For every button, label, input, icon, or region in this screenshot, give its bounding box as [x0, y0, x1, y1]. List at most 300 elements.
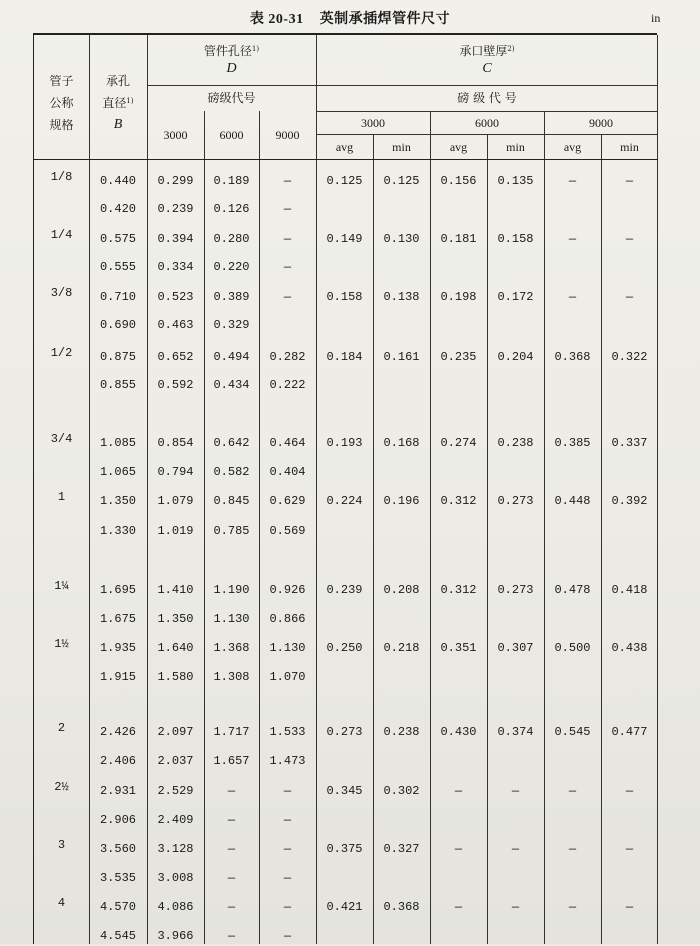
c-class-9000: 9000 — [589, 116, 613, 130]
d-6000-cell: 1.657 — [213, 754, 250, 768]
c-3000-min-cell: 0.130 — [383, 232, 420, 246]
c-3000-avg-cell — [316, 521, 373, 541]
table-row — [34, 609, 658, 629]
c-9000-avg-cell — [544, 667, 601, 687]
bore-header-line — [89, 92, 147, 114]
c-6000-min-cell — [487, 609, 544, 629]
size-cell: 3 — [57, 838, 66, 852]
d-9000-cell: 0.569 — [269, 524, 306, 538]
table-row — [34, 722, 658, 742]
c-6000-avg-cell: 0.312 — [440, 583, 477, 597]
c-class-3000: 3000 — [361, 116, 385, 130]
d-6000-cell: 0.220 — [213, 260, 250, 274]
c-6000-avg-cell — [430, 751, 487, 771]
d-6000-cell: 1.308 — [213, 670, 250, 684]
c-3000-avg-cell: 0.421 — [326, 900, 363, 914]
d-6000-cell: 1.190 — [213, 583, 250, 597]
d-3000-cell: 2.037 — [157, 754, 194, 768]
bore-b-cell: 0.855 — [99, 378, 136, 392]
size-cell — [34, 663, 89, 683]
c-avg-header: avg — [449, 140, 468, 154]
c-9000-avg-cell: — — [568, 232, 577, 246]
size-cell: 1¼ — [54, 579, 69, 593]
group-c-symbol: C — [482, 61, 492, 76]
c-9000-avg-cell — [544, 257, 601, 277]
c-9000-min-cell: 0.438 — [611, 641, 648, 655]
group-c-header — [316, 42, 658, 78]
c-9000-min-cell: — — [625, 842, 634, 856]
c-avg-header: avg — [335, 140, 354, 154]
size-cell: 2½ — [54, 780, 69, 794]
d-3000-cell: 0.394 — [157, 232, 194, 246]
c-6000-min-cell: 0.172 — [497, 290, 534, 304]
d-9000-cell: 1.533 — [269, 725, 306, 739]
c-9000-min-cell — [601, 257, 658, 277]
c-min-header: min — [506, 140, 525, 154]
d-3000-cell: 3.966 — [157, 929, 194, 943]
c-3000-min-cell — [373, 315, 430, 335]
c-9000-avg-cell — [544, 609, 601, 629]
table-row — [34, 462, 658, 482]
c-3000-min-cell: 0.138 — [383, 290, 420, 304]
d-3000-cell: 1.640 — [157, 641, 194, 655]
size-cell: 4 — [57, 896, 66, 910]
d-9000-cell: 0.866 — [269, 612, 306, 626]
c-6000-avg-cell: 0.156 — [440, 174, 477, 188]
c-3000-min-cell — [373, 257, 430, 277]
d-3000-cell: 0.652 — [157, 350, 194, 364]
c-3000-avg-cell: 0.375 — [326, 842, 363, 856]
c-3000-avg-cell — [316, 868, 373, 888]
c-3000-min-cell: 0.208 — [383, 583, 420, 597]
size-cell: 1/4 — [50, 228, 73, 242]
c-9000-avg-cell: — — [568, 784, 577, 798]
d-9000-cell: — — [283, 929, 292, 943]
d-6000-cell: 1.717 — [213, 725, 250, 739]
c-9000-avg-cell: 0.448 — [554, 494, 591, 508]
table-row — [34, 897, 658, 917]
c-9000-avg-cell: 0.368 — [554, 350, 591, 364]
d-3000-cell: 1.019 — [157, 524, 194, 538]
d-3000-cell: 1.079 — [157, 494, 194, 508]
size-cell: 1/8 — [50, 170, 73, 184]
d-9000-cell: 0.282 — [269, 350, 306, 364]
c-6000-min-cell: 0.374 — [497, 725, 534, 739]
c-9000-avg-cell: — — [568, 290, 577, 304]
c-3000-avg-cell: 0.250 — [326, 641, 363, 655]
d-6000-cell: 1.368 — [213, 641, 250, 655]
c-6000-min-cell: 0.273 — [497, 494, 534, 508]
c-6000-min-cell: — — [511, 784, 520, 798]
group-d-header — [147, 42, 316, 78]
c-3000-avg-cell: 0.149 — [326, 232, 363, 246]
d-6000-cell: 1.130 — [213, 612, 250, 626]
table-name: 英制承插焊管件尺寸 — [319, 11, 451, 27]
table-row — [34, 287, 658, 307]
c-6000-avg-cell — [430, 609, 487, 629]
bore-header-line: 承孔 — [105, 74, 130, 88]
c-3000-min-cell — [373, 462, 430, 482]
c-3000-min-cell: 0.125 — [383, 174, 420, 188]
c-9000-min-cell — [601, 521, 658, 541]
c-6000-avg-cell — [430, 521, 487, 541]
c-3000-min-cell: 0.196 — [383, 494, 420, 508]
bore-b-cell: 1.330 — [99, 524, 136, 538]
d-3000-cell: 0.239 — [157, 202, 194, 216]
d-6000-cell: 0.582 — [213, 465, 250, 479]
d-3000-cell: 2.409 — [157, 813, 194, 827]
header-rule — [147, 85, 658, 86]
d-3000-cell: 3.128 — [157, 842, 194, 856]
c-9000-avg-cell — [544, 751, 601, 771]
bore-b-cell: 1.935 — [99, 641, 136, 655]
size-cell — [34, 253, 89, 273]
d-3000-cell: 0.463 — [157, 318, 194, 332]
c-9000-avg-cell: — — [568, 900, 577, 914]
c-3000-min-cell: 0.238 — [383, 725, 420, 739]
table-row — [34, 521, 658, 541]
c-9000-avg-cell — [544, 375, 601, 395]
c-3000-avg-cell — [316, 199, 373, 219]
size-header — [34, 70, 89, 136]
c-3000-min-cell: 0.168 — [383, 436, 420, 450]
d-6000-cell: — — [227, 871, 236, 885]
c-min-header: min — [620, 140, 639, 154]
size-cell: 3/8 — [50, 286, 73, 300]
bore-b-cell: 4.545 — [99, 929, 136, 943]
group-d-title — [147, 42, 316, 60]
class-label-c: 磅 级 代 号 — [457, 91, 517, 105]
c-3000-avg-cell: 0.184 — [326, 350, 363, 364]
d-3000-cell: 0.592 — [157, 378, 194, 392]
bore-b-cell: 0.575 — [99, 232, 136, 246]
d-3000-cell: 3.008 — [157, 871, 194, 885]
c-3000-avg-cell: 0.158 — [326, 290, 363, 304]
d-6000-cell: 0.845 — [213, 494, 250, 508]
c-6000-min-cell: 0.158 — [497, 232, 534, 246]
group-d-text: 管件孔径 — [203, 44, 252, 58]
bore-b-cell: 1.350 — [99, 494, 136, 508]
c-6000-min-cell: 0.307 — [497, 641, 534, 655]
group-c-title — [316, 42, 658, 60]
c-3000-min-cell — [373, 926, 430, 946]
table-row — [34, 868, 658, 888]
table-row — [34, 781, 658, 801]
bore-b-cell: 1.085 — [99, 436, 136, 450]
table-row — [34, 810, 658, 830]
c-6000-min-cell — [487, 751, 544, 771]
header-rule — [316, 111, 658, 112]
d-9000-cell: — — [283, 174, 292, 188]
bore-b-cell: 2.406 — [99, 754, 136, 768]
c-9000-avg-cell — [544, 315, 601, 335]
c-3000-min-cell: 0.327 — [383, 842, 420, 856]
c-3000-avg-cell — [316, 375, 373, 395]
d-class-3000: 3000 — [163, 128, 188, 142]
d-6000-cell: — — [227, 929, 236, 943]
c-9000-avg-cell — [544, 462, 601, 482]
dimension-table — [33, 33, 657, 944]
bore-b-cell: 3.535 — [99, 871, 136, 885]
c-9000-min-cell: — — [625, 232, 634, 246]
d-9000-cell: — — [283, 784, 292, 798]
c-3000-min-cell: 0.218 — [383, 641, 420, 655]
d-9000-cell — [259, 315, 316, 335]
c-9000-min-cell: — — [625, 784, 634, 798]
c-6000-min-cell — [487, 315, 544, 335]
size-cell: 2 — [57, 721, 66, 735]
c-9000-min-cell: 0.477 — [611, 725, 648, 739]
d-3000-cell: 4.086 — [157, 900, 194, 914]
c-9000-avg-cell: 0.385 — [554, 436, 591, 450]
d-9000-cell: 1.070 — [269, 670, 306, 684]
d-9000-cell: 0.222 — [269, 378, 306, 392]
d-6000-cell: 0.389 — [213, 290, 250, 304]
bore-b-cell: 2.906 — [99, 813, 136, 827]
unit-label: in — [651, 11, 661, 25]
d-9000-cell: 0.926 — [269, 583, 306, 597]
c-3000-avg-cell — [316, 810, 373, 830]
table-row — [34, 433, 658, 453]
d-class-6000: 6000 — [219, 128, 244, 142]
d-3000-cell: 0.523 — [157, 290, 194, 304]
c-9000-min-cell — [601, 315, 658, 335]
d-9000-cell: — — [283, 871, 292, 885]
class-label-d: 磅级代号 — [207, 91, 256, 105]
size-cell — [34, 371, 89, 391]
bore-b-cell: 1.695 — [99, 583, 136, 597]
table-row — [34, 638, 658, 658]
c-9000-avg-cell — [544, 926, 601, 946]
size-cell: 3/4 — [50, 432, 73, 446]
c-9000-avg-cell — [544, 810, 601, 830]
c-3000-avg-cell: 0.345 — [326, 784, 363, 798]
c-9000-min-cell — [601, 751, 658, 771]
bore-b-cell: 3.560 — [99, 842, 136, 856]
c-6000-avg-cell — [430, 257, 487, 277]
c-6000-avg-cell: 0.351 — [440, 641, 477, 655]
c-3000-avg-cell: 0.125 — [326, 174, 363, 188]
size-cell — [34, 864, 89, 884]
c-6000-avg-cell: 0.274 — [440, 436, 477, 450]
bore-b-cell: 2.931 — [99, 784, 136, 798]
d-6000-cell: 0.126 — [213, 202, 250, 216]
c-3000-min-cell — [373, 667, 430, 687]
size-cell — [34, 517, 89, 537]
c-6000-min-cell — [487, 810, 544, 830]
d-6000-cell: 0.642 — [213, 436, 250, 450]
d-6000-cell: — — [227, 900, 236, 914]
c-6000-avg-cell — [430, 375, 487, 395]
c-3000-min-cell — [373, 199, 430, 219]
bore-b-cell: 1.675 — [99, 612, 136, 626]
d-3000-cell: 0.299 — [157, 174, 194, 188]
c-9000-min-cell: 0.322 — [611, 350, 648, 364]
d-6000-cell: 0.189 — [213, 174, 250, 188]
table-row — [34, 375, 658, 395]
size-cell: 1 — [57, 490, 66, 504]
c-6000-avg-cell: 0.235 — [440, 350, 477, 364]
c-6000-avg-cell: — — [454, 784, 463, 798]
c-6000-avg-cell: 0.198 — [440, 290, 477, 304]
c-6000-avg-cell: 0.181 — [440, 232, 477, 246]
size-cell — [34, 311, 89, 331]
table-row — [34, 315, 658, 335]
bore-footnote: 1) — [126, 97, 134, 105]
c-6000-min-cell — [487, 375, 544, 395]
d-3000-cell: 0.334 — [157, 260, 194, 274]
c-6000-avg-cell: 0.312 — [440, 494, 477, 508]
table-row — [34, 347, 658, 367]
c-3000-min-cell — [373, 375, 430, 395]
d-6000-cell: 0.494 — [213, 350, 250, 364]
c-9000-min-cell: 0.337 — [611, 436, 648, 450]
c-6000-avg-cell: — — [454, 900, 463, 914]
group-d-symbol: D — [226, 61, 237, 76]
c-3000-avg-cell — [316, 315, 373, 335]
bore-b-cell: 0.710 — [99, 290, 136, 304]
c-3000-avg-cell — [316, 667, 373, 687]
c-3000-min-cell — [373, 868, 430, 888]
d-9000-cell: 0.404 — [269, 465, 306, 479]
c-9000-min-cell — [601, 199, 658, 219]
d-6000-cell: 0.434 — [213, 378, 250, 392]
c-9000-min-cell — [601, 926, 658, 946]
table-row — [34, 229, 658, 249]
group-c-footnote: 2) — [507, 45, 515, 53]
bore-b-cell: 0.420 — [99, 202, 136, 216]
c-9000-avg-cell: 0.478 — [554, 583, 591, 597]
d-6000-cell: — — [227, 784, 236, 798]
d-9000-cell: — — [283, 202, 292, 216]
c-6000-avg-cell — [430, 199, 487, 219]
c-9000-min-cell — [601, 609, 658, 629]
c-3000-avg-cell — [316, 926, 373, 946]
d-6000-cell: 0.785 — [213, 524, 250, 538]
d-6000-cell: — — [227, 813, 236, 827]
size-header-line: 规格 — [49, 118, 74, 132]
c-9000-avg-cell — [544, 521, 601, 541]
d-9000-cell: — — [283, 290, 292, 304]
d-9000-cell: — — [283, 232, 292, 246]
c-6000-avg-cell — [430, 667, 487, 687]
c-3000-avg-cell — [316, 462, 373, 482]
d-6000-cell: 0.280 — [213, 232, 250, 246]
c-3000-min-cell — [373, 521, 430, 541]
c-9000-min-cell: — — [625, 900, 634, 914]
c-6000-min-cell — [487, 667, 544, 687]
header-rule — [316, 134, 658, 135]
bore-b-cell: 1.065 — [99, 465, 136, 479]
c-3000-avg-cell: 0.273 — [326, 725, 363, 739]
d-9000-cell: 1.130 — [269, 641, 306, 655]
d-3000-cell: 0.854 — [157, 436, 194, 450]
c-9000-min-cell: — — [625, 174, 634, 188]
d-9000-cell: 0.464 — [269, 436, 306, 450]
c-6000-min-cell: 0.135 — [497, 174, 534, 188]
c-3000-min-cell: 0.302 — [383, 784, 420, 798]
c-avg-header: avg — [563, 140, 582, 154]
c-9000-min-cell — [601, 462, 658, 482]
c-6000-avg-cell — [430, 926, 487, 946]
c-6000-avg-cell — [430, 810, 487, 830]
d-9000-cell: 1.473 — [269, 754, 306, 768]
c-3000-min-cell: 0.161 — [383, 350, 420, 364]
bore-b-cell: 0.555 — [99, 260, 136, 274]
table-row — [34, 839, 658, 859]
bore-b-cell: 4.570 — [99, 900, 136, 914]
d-3000-cell: 2.097 — [157, 725, 194, 739]
d-9000-cell: — — [283, 900, 292, 914]
bore-b-cell: 0.875 — [99, 350, 136, 364]
group-c-text: 承口壁厚 — [459, 44, 508, 58]
bore-symbol: B — [113, 117, 123, 132]
table-row — [34, 199, 658, 219]
d-3000-cell: 0.794 — [157, 465, 194, 479]
size-cell: 1½ — [54, 637, 69, 651]
table-title — [0, 8, 700, 28]
c-3000-avg-cell — [316, 751, 373, 771]
d-6000-cell: — — [227, 842, 236, 856]
c-min-header: min — [392, 140, 411, 154]
c-6000-avg-cell — [430, 868, 487, 888]
c-9000-min-cell: — — [625, 290, 634, 304]
bore-b-cell: 1.915 — [99, 670, 136, 684]
bore-b-cell: 0.690 — [99, 318, 136, 332]
c-3000-min-cell — [373, 609, 430, 629]
c-6000-min-cell — [487, 462, 544, 482]
bore-header-text: 直径 — [102, 96, 127, 110]
c-9000-avg-cell: — — [568, 174, 577, 188]
size-header-line: 管子 — [49, 74, 74, 88]
c-6000-min-cell: 0.204 — [497, 350, 534, 364]
c-9000-avg-cell: 0.500 — [554, 641, 591, 655]
c-6000-min-cell: — — [511, 900, 520, 914]
table-row — [34, 491, 658, 511]
bore-header — [89, 70, 147, 136]
d-9000-cell: — — [283, 260, 292, 274]
c-3000-avg-cell: 0.224 — [326, 494, 363, 508]
c-6000-min-cell: 0.238 — [497, 436, 534, 450]
table-row — [34, 926, 658, 946]
c-3000-min-cell — [373, 810, 430, 830]
bore-b-cell: 2.426 — [99, 725, 136, 739]
d-3000-cell: 1.410 — [157, 583, 194, 597]
c-6000-min-cell — [487, 521, 544, 541]
size-cell: 1/2 — [50, 346, 73, 360]
c-3000-avg-cell: 0.193 — [326, 436, 363, 450]
table-row — [34, 751, 658, 771]
c-6000-avg-cell: — — [454, 842, 463, 856]
table-row — [34, 667, 658, 687]
c-9000-min-cell — [601, 667, 658, 687]
group-d-footnote: 1) — [251, 45, 260, 53]
table-number: 表 20-31 — [249, 12, 304, 27]
d-class-9000: 9000 — [275, 128, 300, 142]
size-cell — [34, 922, 89, 942]
c-6000-min-cell — [487, 257, 544, 277]
c-3000-avg-cell: 0.239 — [326, 583, 363, 597]
size-cell — [34, 605, 89, 625]
c-6000-min-cell: — — [511, 842, 520, 856]
c-6000-min-cell — [487, 868, 544, 888]
size-cell — [34, 458, 89, 478]
size-cell — [34, 806, 89, 826]
d-9000-cell: 0.629 — [269, 494, 306, 508]
c-9000-avg-cell — [544, 199, 601, 219]
c-9000-avg-cell: 0.545 — [554, 725, 591, 739]
c-9000-min-cell — [601, 375, 658, 395]
